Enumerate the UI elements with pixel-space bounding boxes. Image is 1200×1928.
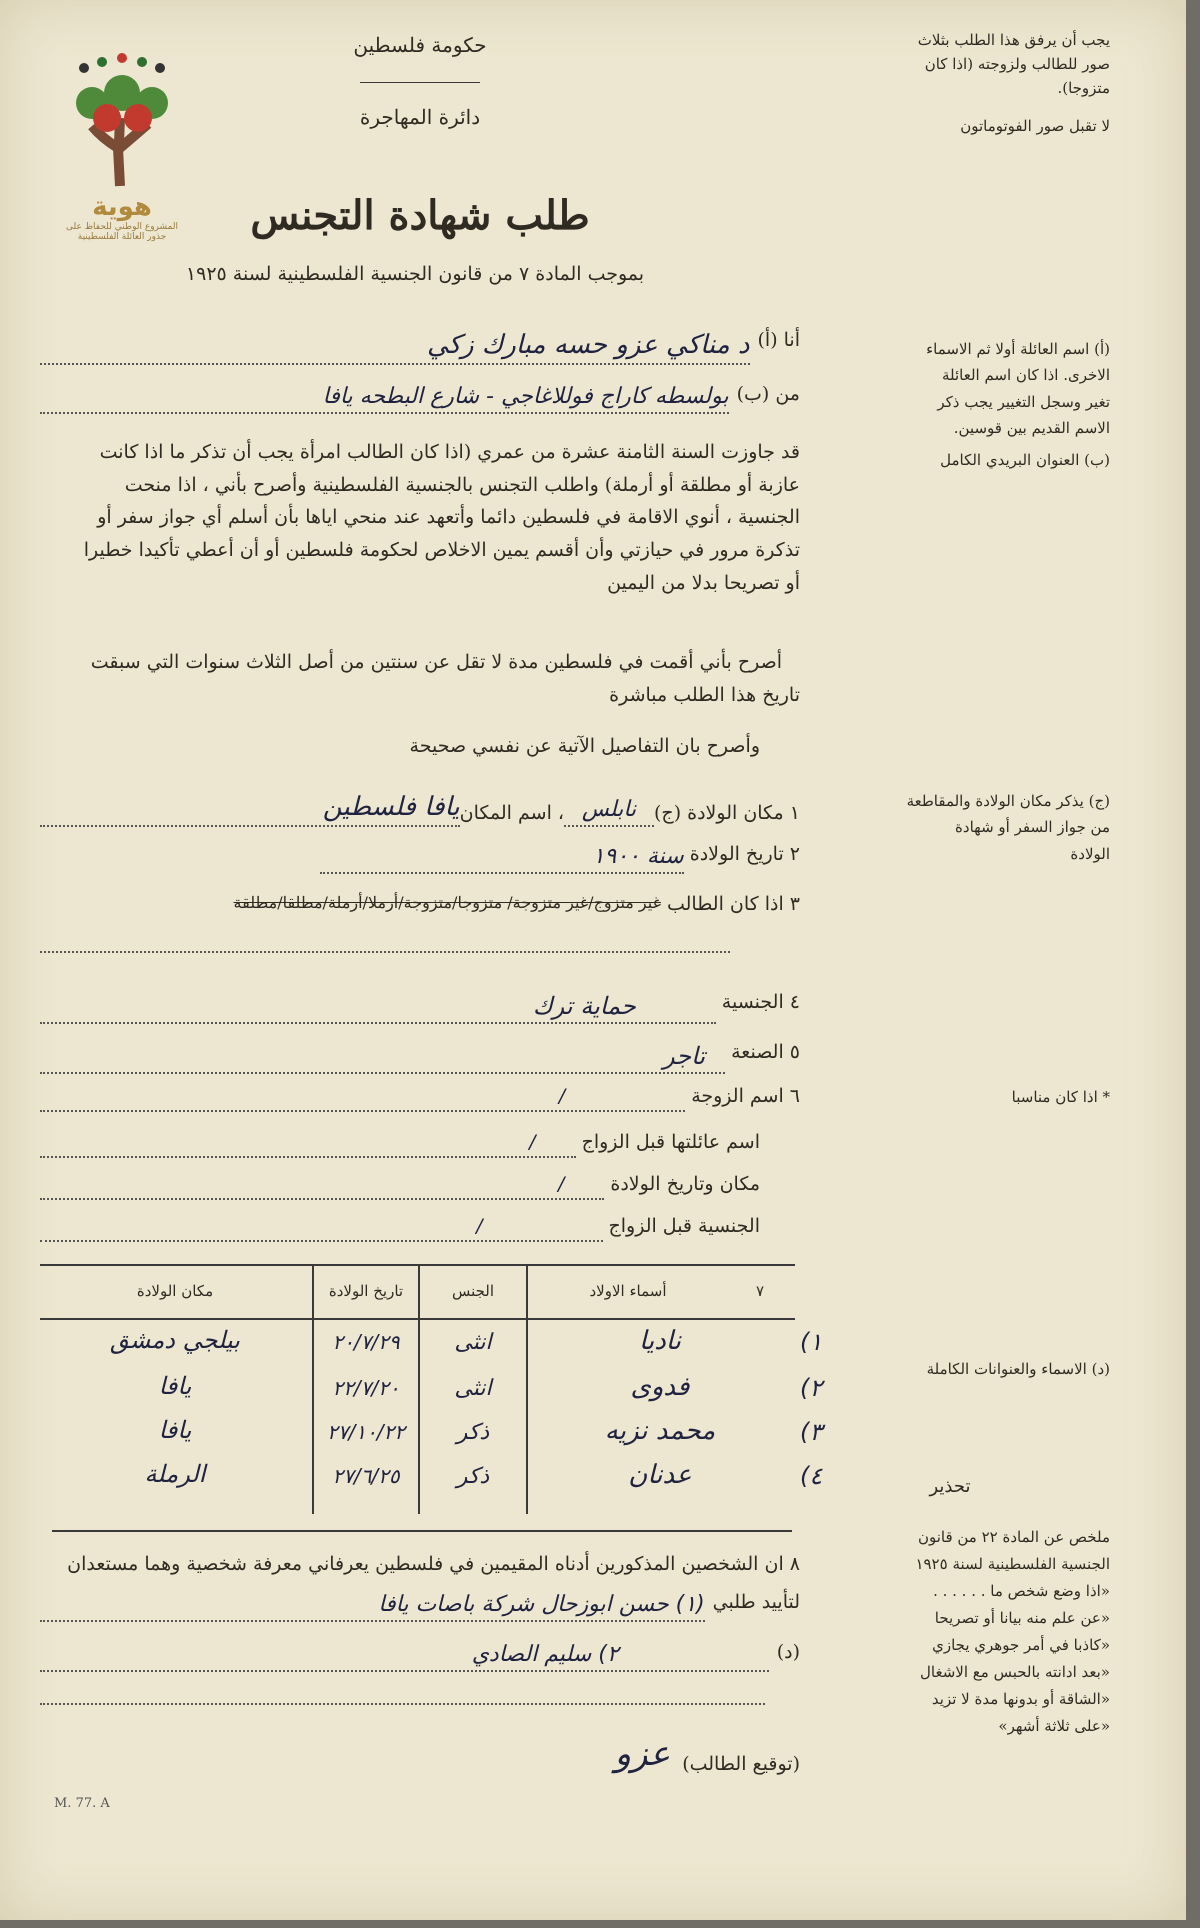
child-dob[interactable]: ٢٧/٦/٢٥ (332, 1464, 400, 1488)
note-line: «الشاقة أو بدونها مدة لا تزيد (931, 1690, 1110, 1708)
logo-tagline: المشروع الوطني للحفاظ على (65, 222, 178, 232)
birthdate-value[interactable]: سنة ١٩٠٠ (320, 842, 684, 874)
child-sex[interactable]: انثى (454, 1330, 492, 1355)
table-header-number: ٧ (755, 1282, 765, 1300)
address-label: من (ب) (736, 383, 800, 405)
para-line: تاريخ هذا الطلب مباشرة (609, 683, 800, 706)
address-row (40, 382, 800, 414)
signature-row (540, 1732, 800, 1778)
family-tree-icon (62, 48, 182, 188)
wife-birth-label: مكان وتاريخ الولادة (610, 1173, 760, 1195)
name-value[interactable]: د مناكي عزو حسه مبارك زكي (40, 328, 750, 365)
note-c (820, 788, 1110, 867)
table-header-names: أسماء الاولاد (589, 1282, 667, 1300)
wife-birth-value[interactable]: / (40, 1172, 604, 1200)
child-dob[interactable]: ٢٢/٧/٢٠ (332, 1376, 400, 1400)
child-place[interactable]: يافا (158, 1372, 192, 1400)
note-star: * اذا كان مناسبا (1011, 1088, 1110, 1106)
note-line: «على ثلاثة أشهر» (998, 1717, 1110, 1735)
name-row (40, 328, 800, 365)
child-num: ٢) (800, 1374, 823, 1402)
note-line: لا تقبل صور الفوتوماتون (960, 117, 1110, 135)
nationality-row (40, 990, 800, 1024)
birthdate-row (320, 842, 800, 874)
signature-label: (توقيع الطالب) (682, 1753, 800, 1776)
note-line: الولادة (1070, 844, 1110, 863)
child-place[interactable]: الرملة (144, 1460, 206, 1488)
referee-1-value[interactable]: (١) حسن ابوزحال شركة باصات يافا (40, 1590, 705, 1622)
form-number: M. 77. A (54, 1796, 110, 1811)
name-label: أنا (أ) (757, 329, 800, 351)
child-sex[interactable]: انثى (454, 1376, 492, 1401)
wife-label: ٦ اسم الزوجة (691, 1085, 800, 1107)
child-name[interactable]: عدنان (628, 1460, 692, 1490)
child-place[interactable]: بيلجي دمشق (110, 1326, 240, 1354)
child-sex[interactable]: ذكر (456, 1420, 490, 1445)
warning-title: تحذير (929, 1476, 971, 1497)
note-line: صور للطالب ولزوجته (اذا كان (924, 55, 1110, 73)
logo-name: هوية (92, 192, 152, 222)
marital-label: ٣ اذا كان الطالب (666, 893, 800, 915)
wife-family-value[interactable]: / (40, 1130, 576, 1158)
child-place[interactable]: يافا (158, 1416, 192, 1444)
wife-family-label: اسم عائلتها قبل الزواج (581, 1131, 760, 1153)
marital-options[interactable]: غير متزوج/غير متزوجة/ متزوجا/متزوجة/أرملا/أرملة/مطلقا/مطلقة (233, 893, 661, 912)
details-intro: وأصرح بان التفاصيل الآتية عن نفسي صحيحة (409, 735, 760, 757)
referee-2-row (40, 1640, 800, 1672)
child-num: ٤) (800, 1462, 823, 1490)
wife-nationality-row (40, 1214, 760, 1242)
birthplace-value[interactable]: نابلس (564, 795, 654, 827)
wife-nationality-label: الجنسية قبل الزواج (608, 1215, 760, 1237)
note-line: تغير وسجل التغيير يجب ذكر (937, 392, 1110, 411)
para-line: قد جاوزت السنة الثامنة عشرة من عمري (اذا كان الطالب امرأة يجب أن تذكر ما اذا كانت (99, 441, 800, 463)
wife-birth-row (40, 1172, 760, 1200)
wife-value[interactable]: / (40, 1084, 685, 1112)
note-line: متزوجا). (1057, 79, 1110, 97)
declaration-paragraph (40, 436, 800, 599)
note-line: (أ) اسم العائلة أولا ثم الاسماء (926, 340, 1110, 358)
government-name: حكومة فلسطين (353, 33, 487, 57)
table-column-rule (526, 1264, 528, 1514)
note-line: (ج) يذكر مكان الولادة والمقاطعة (906, 792, 1110, 810)
residence-paragraph (40, 646, 800, 711)
note-d: (د) الاسماء والعنوانات الكاملة (926, 1360, 1110, 1378)
child-name[interactable]: محمد نزيه (604, 1416, 716, 1446)
divider (360, 82, 480, 83)
note-line: الجنسية الفلسطينية لسنة ١٩٢٥ (915, 1555, 1110, 1573)
referees-text: ٨ ان الشخصين المذكورين أدناه المقيمين في فلسطين يعرفاني معرفة شخصية وهما مستعدان (67, 1553, 800, 1575)
logo (62, 48, 182, 258)
note-line: «اذا وضع شخص ما . . . . . . (933, 1582, 1110, 1600)
note-line: الاسم القديم بين قوسين. (953, 418, 1110, 437)
referee-1-row (40, 1590, 800, 1622)
photo-note (820, 28, 1110, 138)
child-name[interactable]: ناديا (639, 1326, 681, 1356)
place-name-value[interactable]: يافا فلسطين (40, 790, 460, 827)
place-name-label: ، اسم المكان (459, 802, 565, 825)
note-a (820, 336, 1110, 473)
note-line: من جواز السفر أو شهادة (955, 818, 1110, 837)
note-line: «كاذبا في أمر جوهري يجازي (932, 1636, 1110, 1654)
para-line: أو تصريحا بدلا من اليمين (607, 571, 800, 594)
table-bottom-rule (52, 1530, 792, 1532)
note-line: يجب أن يرفق هذا الطلب بثلاث (917, 31, 1110, 49)
note-line: «بعد ادانته بالحبس مع الاشغال (920, 1663, 1110, 1681)
form-subtitle: بموجب المادة ٧ من قانون الجنسية الفلسطينية لسنة ١٩٢٥ (185, 263, 645, 285)
birthdate-label: ٢ تاريخ الولادة (689, 843, 800, 865)
table-header-sex: الجنس (451, 1282, 495, 1300)
occupation-value[interactable]: تاجر (40, 1040, 725, 1074)
table-header-place: مكان الولادة (136, 1282, 214, 1300)
marital-row (40, 892, 800, 918)
department-name: دائرة المهاجرة (359, 105, 481, 129)
para-line: عازبة أو مطلقة أو أرملة) واطلب التجنس بالجنسية الفلسطينية وأصرح بأني ، اذا منحت (124, 473, 800, 496)
wife-nationality-value[interactable]: / (40, 1214, 603, 1242)
child-sex[interactable]: ذكر (456, 1464, 490, 1489)
child-num: ٣) (800, 1418, 823, 1446)
child-dob[interactable]: ٢٧/١٠/٢٢ (327, 1420, 405, 1444)
child-num: ١) (800, 1328, 823, 1356)
note-line: «عن علم منه بيانا أو تصريحا (934, 1609, 1110, 1627)
form-title: طلب شهادة التجنس (250, 192, 590, 239)
birthplace-label: ١ مكان الولادة (ج) (654, 802, 800, 825)
blank-line (40, 1702, 765, 1705)
nationality-label: ٤ الجنسية (721, 991, 800, 1013)
occupation-label: ٥ الصنعة (731, 1041, 800, 1063)
note-line: الاخرى. اذا كان اسم العائلة (941, 366, 1110, 385)
table-header-dob: تاريخ الولادة (328, 1282, 404, 1300)
warning-text (820, 1524, 1110, 1740)
occupation-row (40, 1040, 800, 1074)
wife-family-row (40, 1130, 760, 1158)
blank-line (40, 950, 730, 953)
signature[interactable]: عزو (614, 1734, 671, 1774)
note-line: ملخص عن المادة ٢٢ من قانون (917, 1528, 1110, 1546)
logo-tagline-2: جذور العائلة الفلسطينية (77, 232, 167, 242)
referee-d-label: (د) (776, 1641, 800, 1663)
wife-row (40, 1084, 800, 1112)
address-value[interactable]: بولسطه كاراج فوللاغاجي - شارع البطحه يافا (40, 382, 729, 414)
referee-2-value[interactable]: ٢) سليم الصادي (40, 1640, 769, 1672)
para-line: الجنسية ، أنوي الاقامة في فلسطين دائما وأتعهد عند منحي اياها بأن أسلم أي جواز سفر أو (97, 506, 800, 529)
nationality-value[interactable]: حماية ترك (40, 990, 716, 1024)
birthplace-row (40, 790, 800, 827)
para-line: تذكرة مرور في حيازتي وأن أقسم يمين الاخلاص لحكومة فلسطين أو أن أعطي تأكيدا خطيرا (83, 539, 800, 562)
child-name[interactable]: فدوى (630, 1372, 690, 1402)
note-line: (ب) العنوان البريدي الكامل (940, 451, 1110, 469)
referee-label: لتأييد طلبي (712, 1591, 800, 1613)
child-dob[interactable]: ٢٠/٧/٢٩ (332, 1330, 400, 1354)
para-line: أصرح بأني أقمت في فلسطين مدة لا تقل عن سنتين من أصل الثلاث سنوات التي سبقت (90, 651, 782, 673)
